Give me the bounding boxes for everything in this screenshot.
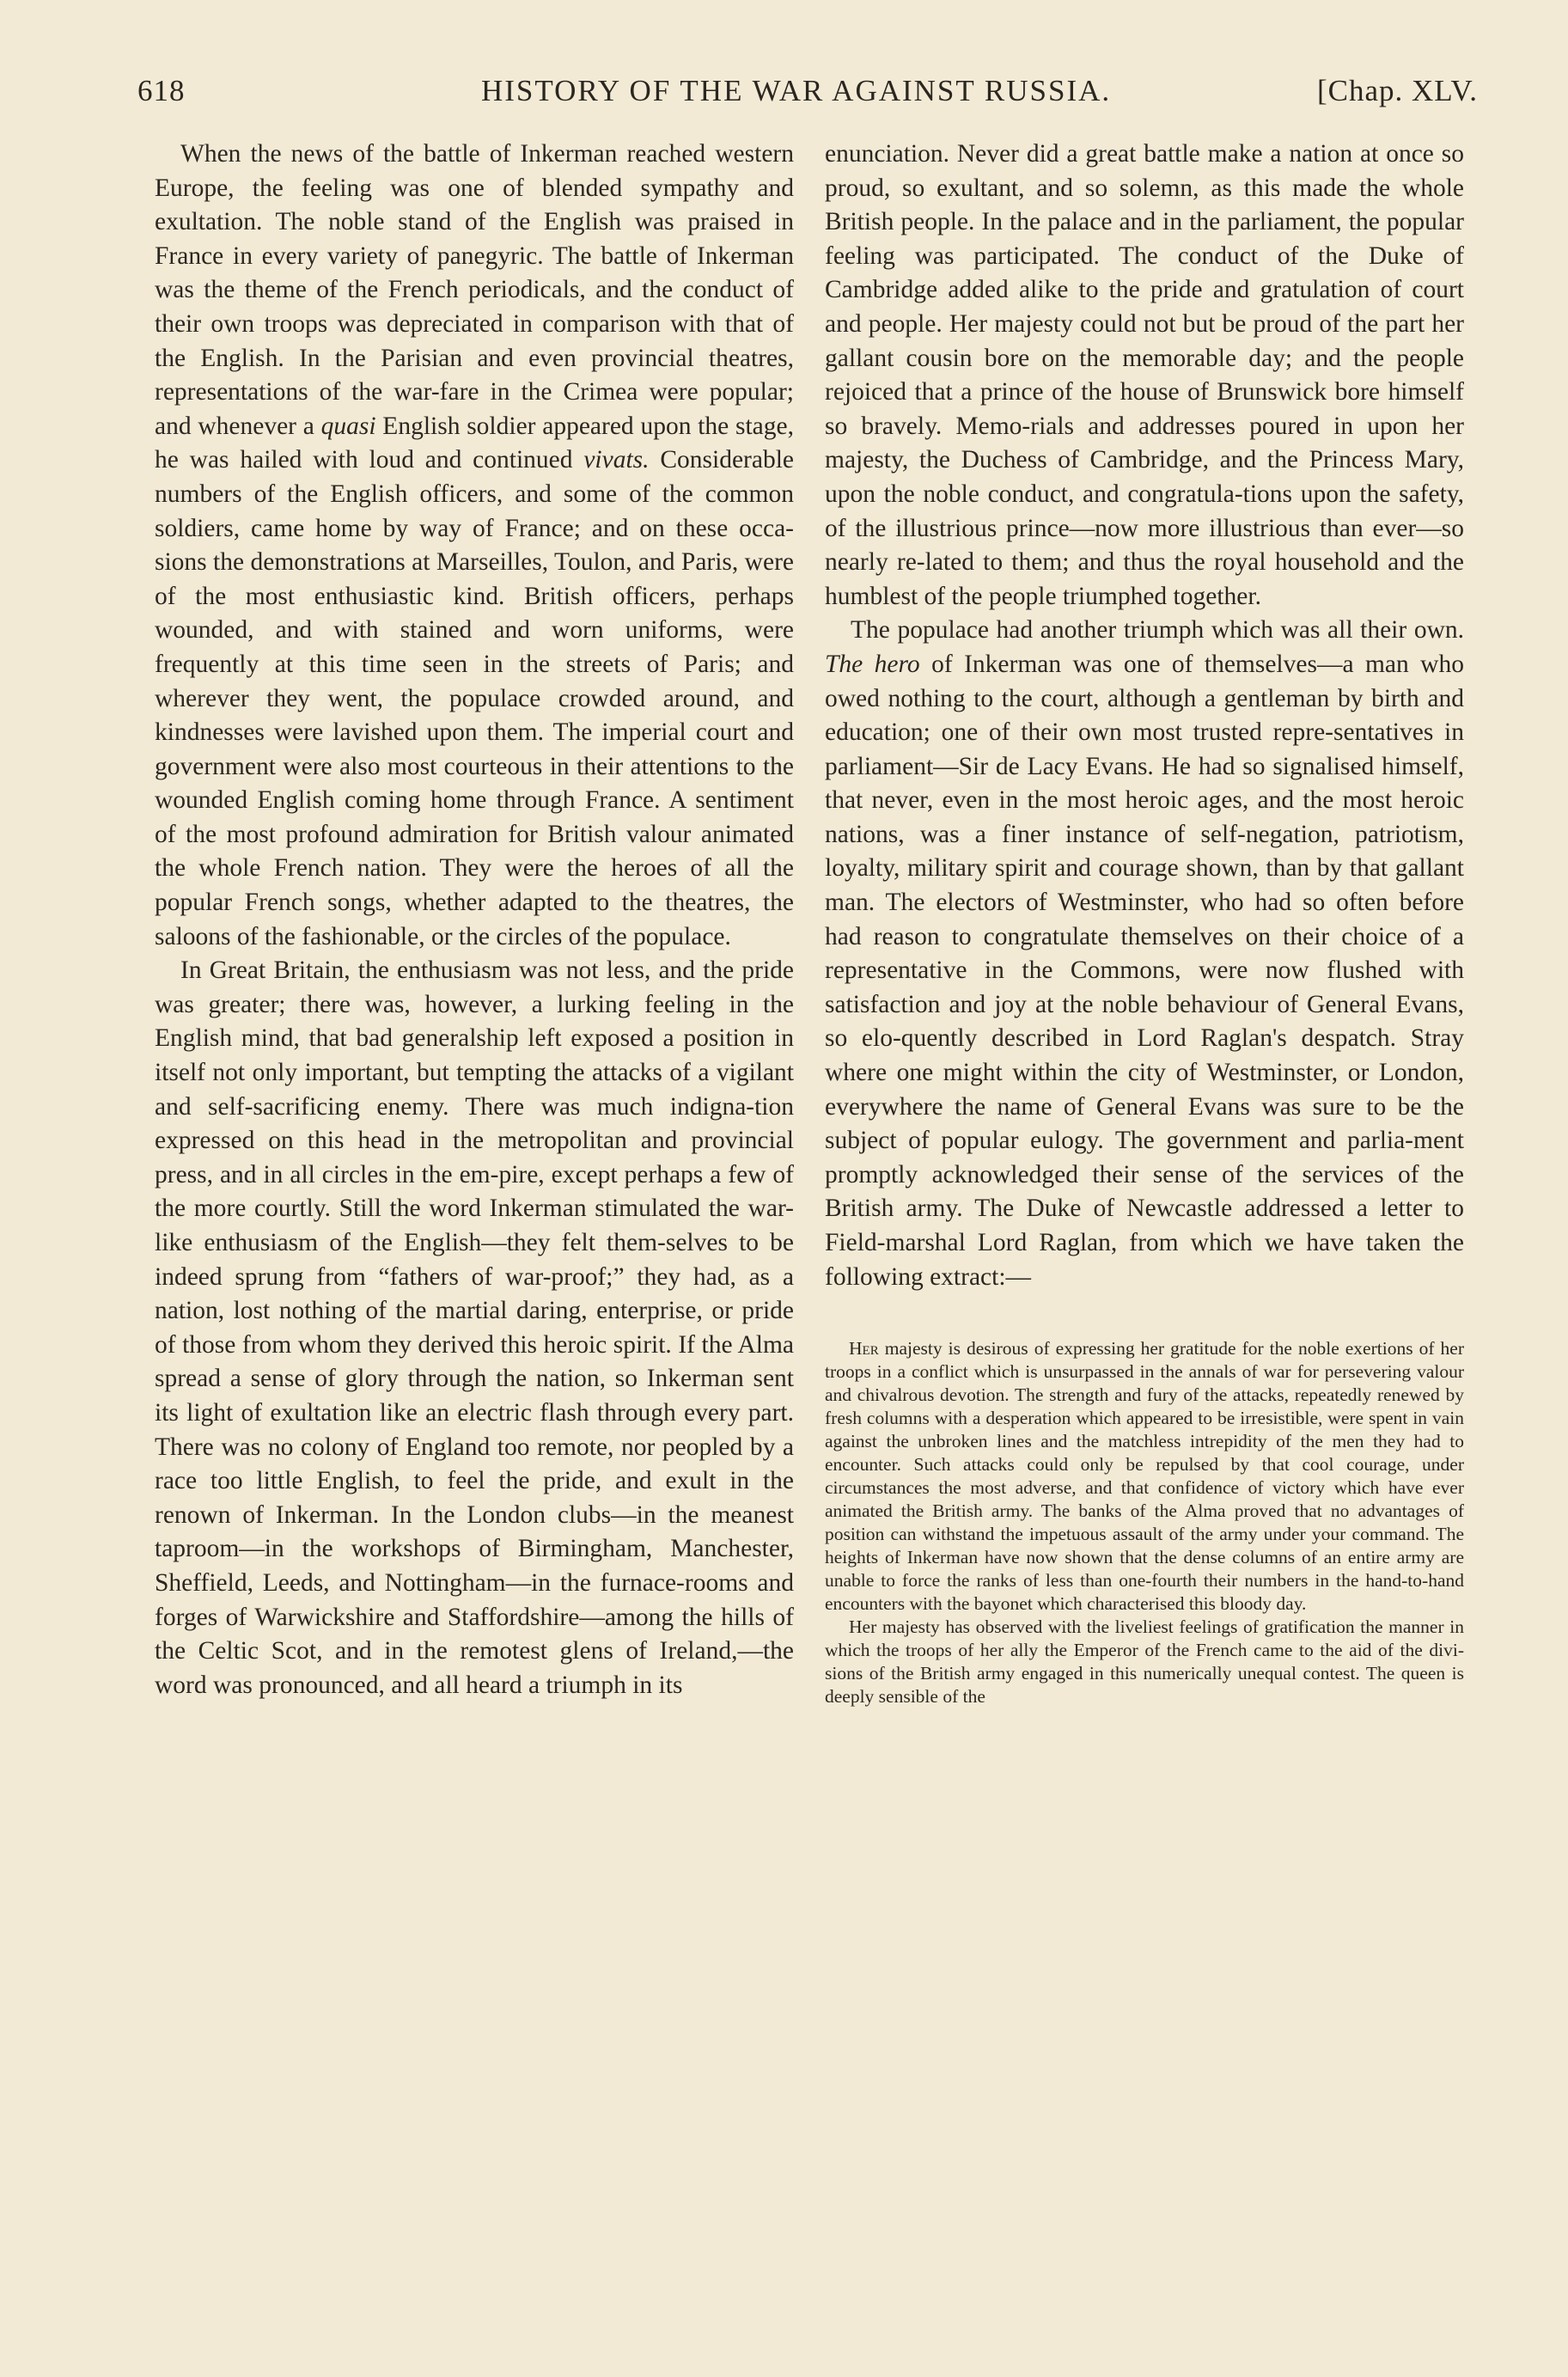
quote-paragraph: Her majesty is desirous of expressing her gratitude for the noble exertions of her troops in a conflict which is unsurpassed in the annals of war for persevering valour and chivalrous devotion. The strength and fury of the attacks, repeatedly renewed by fresh columns with a desperation which appeared to be irresistible, were spent in vain against the unbroken lines and the matchless intrepidity of the men they had to encounter. Such attacks could only be repulsed by that cool courage, under circumstances the most adverse, and that confidence of victory which have ever animated the British army. The banks of the Alma proved that no advantages of position can withstand the impetuous assault of the army under your command. The heights of Inkerman have now shown that the dense columns of an entire army are unable to force the ranks of less than one-fourth their numbers in the hand-to-hand encounters with the bayonet which characterised this bloody day.	[825, 1338, 1464, 1615]
quote-lead: Her	[849, 1338, 879, 1360]
paragraph: The populace had another triumph which was all their own. The hero of Inkerman was one of themselves—a man who owed nothing to the court, although a gentleman by birth and education; one of their own most trusted repre-sentatives in parliament—Sir de Lacy Evans. He had so signalised himself, that never, even in the most heroic ages, and the most heroic nations, was a finer instance of self-negation, patriotism, loyalty, military spirit and courage shown, than by that gallant man. The electors of Westminster, who had so often before had reason to congratulate themselves on their choice of a representative in the Commons, were now flushed with satisfaction and joy at the noble behaviour of General Evans, so elo-quently described in Lord Raglan's despatch. Stray where one might within the city of Westminster, or London, everywhere the name of General Evans was sure to be the subject of popular eulogy. The government and parlia-ment promptly acknowledged their sense of the services of the British army. The Duke of Newcastle addressed a letter to Field-marshal Lord Raglan, from which we have taken the following extract:—	[825, 616, 1464, 1291]
running-title: HISTORY OF THE WAR AGAINST RUSSIA.	[481, 74, 1112, 107]
italic-term: quasi	[320, 412, 376, 440]
italic-term: The hero	[825, 650, 920, 678]
paragraph: When the news of the battle of Inkerman reached western Europe, the feeling was one of blended sympathy and exultation. The noble stand of the English was praised in France in every variety of panegyric. The battle of Inkerman was the theme of the French periodicals, and the conduct of their own troops was depreciated in comparison with that of the English. In the Parisian and even provincial theatres, representations of the war-fare in the Crimea were popular; and whenever a quasi English soldier appeared upon the stage, he was hailed with loud and continued vivats. Considerable numbers of the English officers, and some of the common soldiers, came home by way of France; and on these occa-sions the demonstrations at Marseilles, Toulon, and Paris, were of the most enthusiastic kind. British officers, perhaps wounded, and with stained and worn uniforms, were frequently at this time seen in the streets of Paris; and wherever they went, the populace crowded around, and kindnesses were lavished upon them. The imperial court and government were also most courteous in their attentions to the wounded English coming home through France. A sentiment of the most profound admiration for British valour animated the whole French nation. They were the heroes of all the popular French songs, whether adapted to the theatres, the saloons of the fashionable, or the circles of the populace.	[155, 140, 795, 950]
page-number: 618	[137, 74, 186, 107]
right-column	[825, 137, 1464, 1708]
chapter-label: [Chap. XLV.	[1317, 74, 1478, 107]
paragraph: enunciation. Never did a great battle make a nation at once so proud, so exultant, and so solemn, as this made the whole British people. In the palace and in the parliament, the popular feeling was participated. The conduct of the Duke of Cambridge added alike to the pride and gratulation of court and people. Her majesty could not but be proud of the part her gallant cousin bore on the memorable day; and the people rejoiced that a prince of the house of Brunswick bore himself so bravely. Memo-rials and addresses poured in upon her majesty, the Duchess of Cambridge, and the Princess Mary, upon the noble conduct, and congratula-tions upon the safety, of the illustrious prince—now more illustrious than ever—so nearly re-lated to them; and thus the royal household and the humblest of the people triumphed together.	[825, 140, 1464, 610]
left-column	[155, 137, 794, 1702]
italic-term: vivats.	[583, 446, 650, 474]
running-header	[137, 74, 1478, 125]
paragraph: In Great Britain, the enthusiasm was not less, and the pride was greater; there was, however, a lurking feeling in the English mind, that bad generalship left exposed a position in itself not only important, but tempting the attacks of a vigilant and self-sacrificing enemy. There was much indigna-tion expressed on this head in the metropolitan and provincial press, and in all circles in the em-pire, except perhaps a few of the more courtly. Still the word Inkerman stimulated the war-like enthusiasm of the English—they felt them-selves to be indeed sprung from “fathers of war-proof;” they had, as a nation, lost nothing of the martial daring, enterprise, or pride of those from whom they derived this heroic spirit. If the Alma spread a sense of glory through the nation, so Inkerman sent its light of exultation like an electric flash through every part. There was no colony of England too remote, nor peopled by a race too little English, to feel the pride, and exult in the renown of Inkerman. In the London clubs—in the meanest taproom—in the workshops of Birmingham, Manchester, Sheffield, Leeds, and Nottingham—in the furnace-rooms and forges of Warwickshire and Staffordshire—among the hills of the Celtic Scot, and in the remotest glens of Ireland,—the word was pronounced, and all heard a triumph in its	[155, 956, 794, 1699]
block-quote	[825, 1337, 1464, 1708]
quote-paragraph: Her majesty has observed with the liveliest feelings of gratification the manner in which the troops of her ally the Emperor of the French came to the aid of the divi-sions of the British army engaged in this numerically unequal contest. The queen is deeply sensible of the	[825, 1616, 1464, 1708]
